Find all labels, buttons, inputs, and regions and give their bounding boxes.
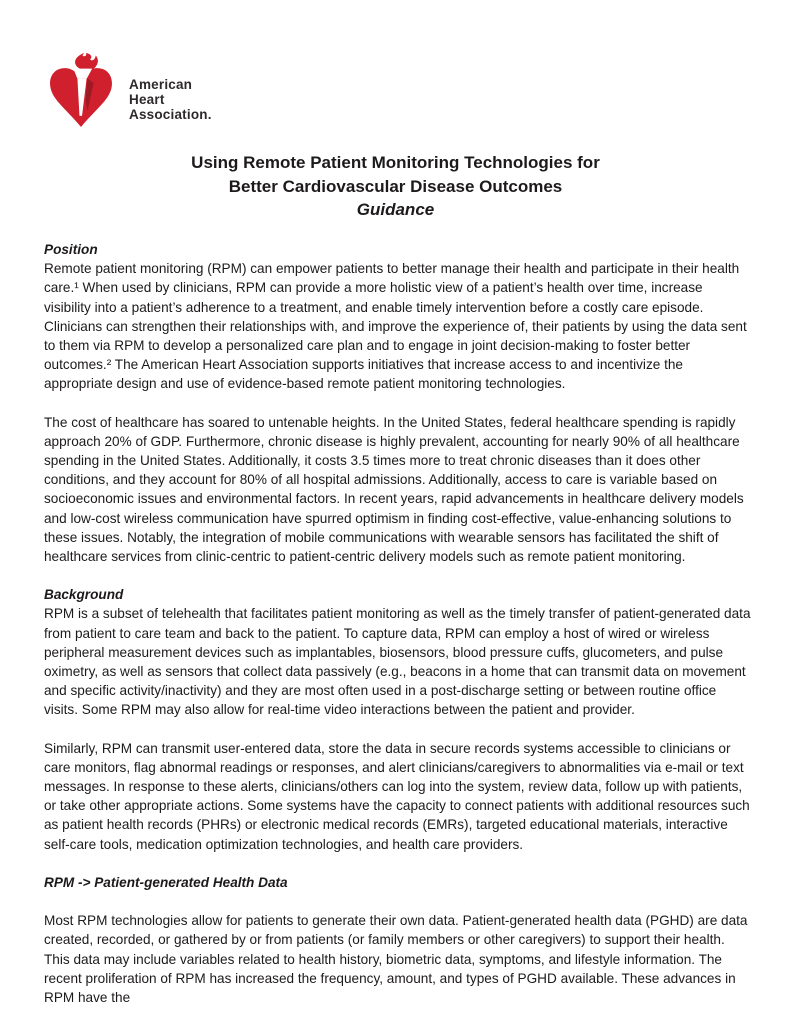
paragraph: RPM is a subset of telehealth that facilitates patient monitoring as well as the timely transfer of patient-generated data from patient to care team and back to the patient. To capture data, RPM can employ a host of wired or wireless peripheral measurement devices such as implantables, biosensors, blood pressure cuffs, glucometers, and pulse oximetry, as well as sensors that collect data passively (e.g., beacons in a home that can transmit data on movement and specific activity/inactivity) and they are most often used in a post-discharge setting or between routine office visits. Some RPM may also allow for real-time video interactions between the patient and provider. (44, 606, 751, 718)
aha-logo-line: Heart (129, 91, 165, 107)
document-body (44, 240, 751, 1007)
paragraph: Most RPM technologies allow for patients to generate their own data. Patient-generated health data (PGHD) are data created, recorded, or gathered by or from patients (or family members or other caregivers) to support their health. This data may include variables related to health history, biometric data, symptoms, and lifestyle information. The recent proliferation of RPM has increased the frequency, amount, and types of PGHD available. These advances in RPM have the (44, 913, 748, 1005)
paragraph: Similarly, RPM can transmit user-entered data, store the data in secure records systems accessible to clinicians or care monitors, flag abnormal readings or responses, and alert clinicians/caregivers to abnormalities via e-mail or text messages. In response to these alerts, clinicians/others can log into the system, review data, follow up with patients, or take other appropriate actions. Some systems have the capacity to connect patients with additional resources such as patient health records (PHRs) or electronic medical records (EMRs), targeted educational materials, interactive self-care tools, medication optimization technologies, and health care providers. (44, 740, 750, 852)
section-heading-position: Position (44, 242, 98, 257)
title-subtitle: Guidance (356, 200, 435, 219)
heart-torch-icon (48, 44, 114, 138)
aha-logo-line: Association. (129, 106, 212, 122)
paragraph: Remote patient monitoring (RPM) can empower patients to better manage their health and participate in their health care.¹ When used by clinicians, RPM can provide a more holistic view of a patient’s health over time, increase visibility into a patient’s adherence to a treatment, and enable timely intervention before a costly care episode. Clinicians can strengthen their relationships with, and improve the experience of, their patients by using the data sent to them via RPM to develop a personalized care plan and to engage in joint decision-making to foster better outcomes.² The American Heart Association supports initiatives that increase access to and incentivize the appropriate design and use of evidence-based remote patient monitoring technologies. (44, 261, 747, 392)
section-heading-pghd: RPM -> Patient-generated Health Data (44, 874, 288, 890)
paragraph: The cost of healthcare has soared to untenable heights. In the United States, federal healthcare spending is rapidly approach 20% of GDP. Furthermore, chronic disease is highly prevalent, accounting for nearly 90% of all healthcare spending in the United States. Additionally, it costs 3.5 times more to treat chronic diseases than it does other conditions, and they account for 80% of all hospital admissions. Additionally, access to care is variable based on socioeconomic issues and environmental factors. In recent years, rapid advancements in healthcare delivery models and low-cost wireless communication have spurred optimism in finding cost-effective, value-enhancing solutions to these issues. Notably, the integration of mobile communications with wearable sensors has facilitated the shift of healthcare services from clinic-centric to patient-centric delivery models such as remote patient monitoring. (44, 414, 744, 565)
title-line-2: Better Cardiovascular Disease Outcomes (228, 176, 563, 196)
aha-logo (48, 44, 212, 138)
aha-logo-line: American (129, 76, 193, 92)
section-heading-background: Background (44, 587, 124, 603)
title-line-1: Using Remote Patient Monitoring Technologies for (191, 153, 600, 172)
aha-logo-text (129, 61, 212, 122)
document-title (0, 151, 791, 222)
